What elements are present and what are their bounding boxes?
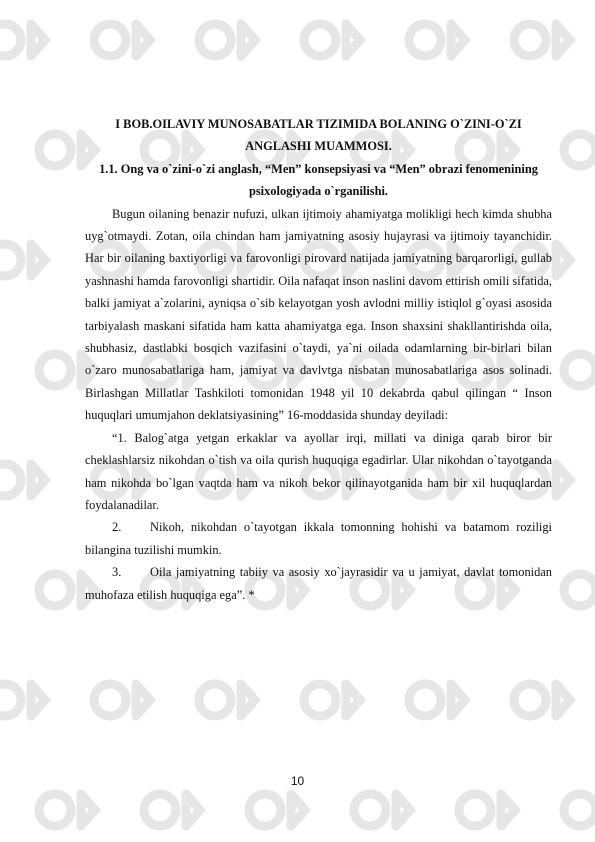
page-number: 10	[290, 774, 305, 788]
watermark-glyph	[409, 684, 465, 716]
watermark-glyph	[39, 794, 95, 826]
watermark-glyph	[564, 574, 595, 606]
chapter-title: I BOB.OILAVIY MUNOSABATLAR TIZIMIDA BOLANING O`ZINI-O`ZI ANGLASHI MUAMMOSI.	[115, 117, 522, 154]
list-item-3	[85, 561, 552, 606]
watermark-glyph	[514, 24, 570, 56]
watermark-glyph	[304, 24, 360, 56]
watermark-glyph	[0, 244, 45, 276]
watermark-glyph	[94, 684, 150, 716]
watermark-glyph	[304, 684, 360, 716]
watermark-glyph	[564, 354, 595, 386]
watermark-glyph	[144, 794, 200, 826]
list-number: 2.	[112, 520, 122, 535]
list-number: 3.	[112, 565, 122, 580]
watermark-glyph	[459, 794, 515, 826]
watermark-glyph	[564, 134, 595, 166]
watermark-glyph	[249, 794, 305, 826]
watermark-glyph	[0, 464, 45, 496]
watermark-glyph	[199, 24, 255, 56]
quote-paragraph-1: “1. Balog`atga yetgan erkaklar va ayollar irqi, millati va diniga qarab biror bir cheklashlarsiz nikohdan o`tish va oila qurish huquqiga egadirlar. Ular nikohdan o`tayotganda ham nikohda bo`lgan vaqtda ham va nikoh bekor qilinayotganida ham bir xil huquqlardan foydalanadilar.	[85, 430, 552, 512]
watermark-glyph	[0, 24, 45, 56]
watermark-glyph	[514, 684, 570, 716]
section-title: 1.1. Ong va o`zini-o`zi anglash, “Men” konsepsiyasi va “Men” obrazi fenomenining psixologiyada o`rganilishi.	[99, 161, 538, 199]
list-text: Oila jamiyatning tabiiy va asosiy xo`jayrasidir va u jamiyat, davlat tomonidan muhofaza etilish huquqiga ega”. *	[85, 565, 552, 602]
watermark-glyph	[199, 684, 255, 716]
list-text: Nikoh, nikohdan o`tayotgan ikkala tomonning hohishi va batamom roziligi bilangina tuzilishi mumkin.	[85, 520, 552, 557]
watermark-glyph	[0, 684, 45, 716]
watermark-glyph	[409, 24, 465, 56]
watermark-glyph	[94, 24, 150, 56]
body-paragraph-1: Bugun oilaning benazir nufuzi, ulkan ijtimoiy ahamiyatga molikligi hech kimda shubha uyg`otmaydi. Zotan, oila chindan ham jamiyatning asosiy hujayrasi va ijtimoiy tayanchidir. Har bir oilaning baxtiyorligi va farovonligi pirovard natijada jamiyatning barqarorligi, gullab yashnashi hamda farovonligi shartidir. Oila nafaqat inson naslini davom ettirish omili sifatida, balki jamiyat a`zolarini, ayniqsa o`sib kelayotgan yosh avlodni milliy istiqlol g`oyasi asosida tarbiyalash maskani sifatida ham katta ahamiyatga ega. Inson shaxsini shakllantirishda oila, shubhasiz, dastlabki bosqich vazifasini o`taydi, ya`ni oilada odamlarning bir-birlari bilan o`zaro munosabatlariga ham, jamiyat va davlvtga nisbatan munosabatlariga asos solinadi. Birlashgan Millatlar Tashkiloti tomonidan 1948 yil 10 dekabrda qabul qilingan “ Inson huquqlari umumjahon deklatsiyasining” 16-moddasida shunday deyiladi:	[85, 206, 552, 423]
list-item-2	[85, 516, 552, 561]
watermark-glyph	[564, 794, 595, 826]
page-body	[85, 113, 552, 606]
watermark-glyph	[354, 794, 410, 826]
